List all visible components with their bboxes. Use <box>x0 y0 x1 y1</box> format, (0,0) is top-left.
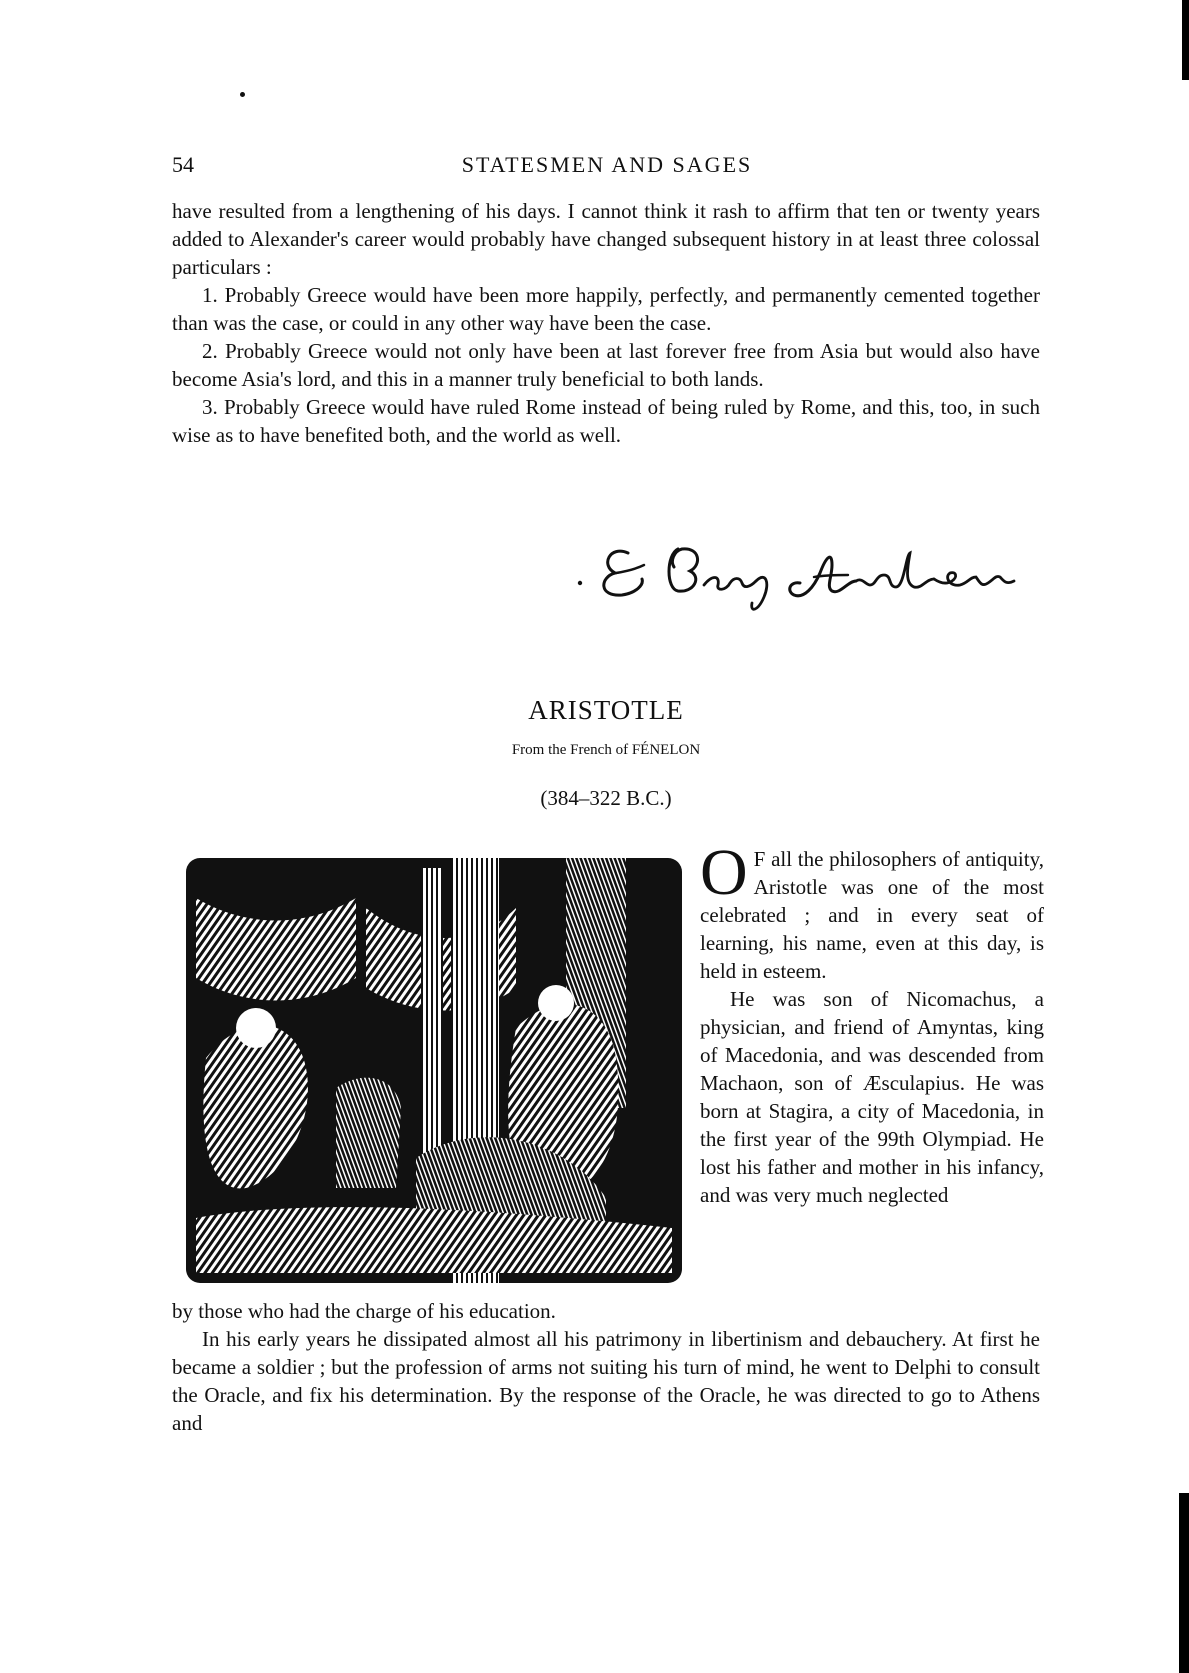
paragraph: He was son of Nicomachus, a physician, and friend of Amyntas, king of Macedonia, and was descended from Machaon, son of Æsculapius. He was born at Stagira, a city of Macedonia, in the first year of the 99th Olympiad. He lost his father and mother in his infancy, and was very much neglected <box>700 987 1044 1207</box>
ink-speck <box>240 92 245 97</box>
drop-cap: O <box>700 836 748 909</box>
bottom-text-block <box>172 1297 1040 1437</box>
paragraph: 3. Probably Greece would have ruled Rome instead of being ruled by Rome, and this, too, in such wise as to have benefited both, and the world as well. <box>172 395 1040 447</box>
paragraph: 1. Probably Greece would have been more happily, perfectly, and permanently cemented together than was the case, or could in any other way have been the case. <box>172 283 1040 335</box>
paragraph: 2. Probably Greece would not only have been at last forever free from Asia but would also have become Asia's lord, and this in a manner truly beneficial to both lands. <box>172 339 1040 391</box>
article-dates: (384–322 B.C.) <box>540 786 672 810</box>
paragraph: In his early years he dissipated almost all his patrimony in libertinism and debauchery. At first he became a soldier ; but the profession of arms not suiting his turn of mind, he went to Delphi to consult the Oracle, and fix his determination. By the response of the Oracle, he was directed to go to Athens and <box>172 1327 1040 1435</box>
scan-edge-bottom <box>1179 1493 1189 1673</box>
paragraph-text: F all the philosophers of antiquity, Aristotle was one of the most celebrated ; and in every seat of learning, his name, even at this day, is held in esteem. <box>700 847 1044 983</box>
running-head <box>172 150 1042 180</box>
article-subtitle: From the French of FÉNELON <box>511 742 701 758</box>
top-text-block <box>172 197 1040 449</box>
running-title: STATESMEN AND SAGES <box>461 152 753 177</box>
page-number: 54 <box>172 152 194 177</box>
paragraph <box>700 836 1044 985</box>
paragraph: have resulted from a lengthening of his days. I cannot think it rash to affirm that ten or twenty years added to Alexander's career would probably have changed subsequent history in at least three colossal particulars : <box>172 199 1040 279</box>
article-title: ARISTOTLE <box>528 695 684 725</box>
handwritten-signature <box>570 525 1030 615</box>
paragraph: by those who had the charge of his education. <box>172 1299 556 1323</box>
right-text-block <box>700 836 1044 1209</box>
scan-edge-top <box>1182 0 1189 80</box>
engraving-illustration <box>186 858 682 1283</box>
